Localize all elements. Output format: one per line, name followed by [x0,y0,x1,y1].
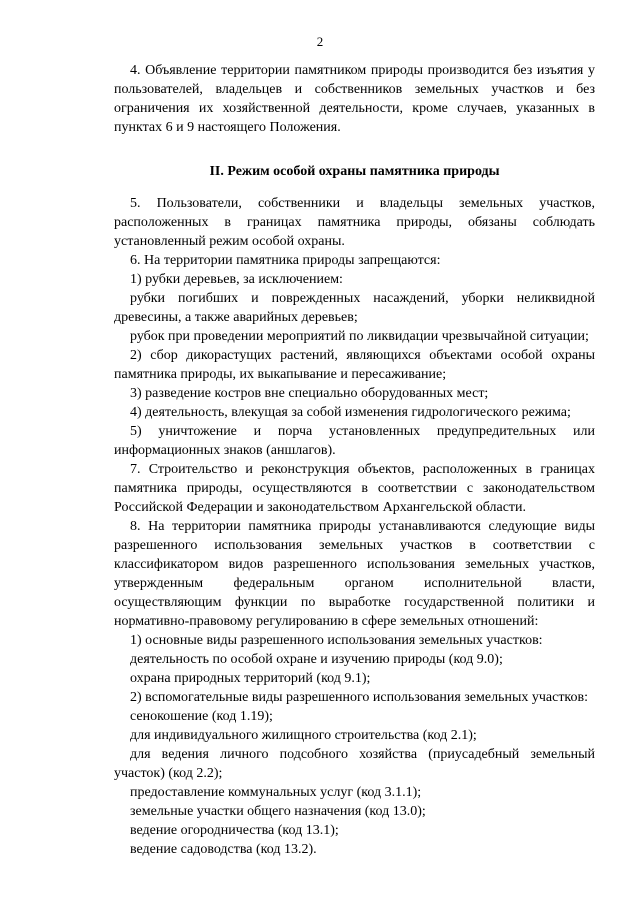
list-item: земельные участки общего назначения (код 13.0); [130,804,426,819]
paragraph-6: 6. На территории памятника природы запрещаются: [130,253,441,268]
list-item: предоставление коммунальных услуг (код 3.1.1); [130,785,422,800]
list-item: 2) сбор дикорастущих растений, являющихся объектами особой охраны памятника природы, их выкапывание и пересаживание; [114,348,595,382]
list-item: 4) деятельность, влекущая за собой изменения гидрологического режима; [130,405,571,420]
list-item: деятельность по особой охране и изучению природы (код 9.0); [130,652,503,667]
list-item: для ведения личного подсобного хозяйства (приусадебный земельный участок) (код 2.2); [114,747,595,781]
list-item: 3) разведение костров вне специально оборудованных мест; [130,386,489,401]
list-item: ведение садоводства (код 13.2). [130,842,317,857]
list-item: ведение огородничества (код 13.1); [130,823,339,838]
list-item: 5) уничтожение и порча установленных предупредительных или информационных знаков (аншлагов). [114,424,595,458]
list-item: рубки погибших и поврежденных насаждений, уборки неликвидной древесины, а также аварийных деревьев; [114,291,595,325]
list-item: 1) рубки деревьев, за исключением: [130,272,343,287]
paragraph-4: 4. Объявление территории памятником природы производится без изъятия у пользователей, владельцев и собственников земельных участков и без ограничения их хозяйственной деятельности, кроме случаев, указанных в пунктах 6 и 9 настоящего Положения. [114,63,595,135]
list-item: сенокошение (код 1.19); [130,709,273,724]
paragraph-7: 7. Строительство и реконструкция объектов, расположенных в границах памятника природы, осуществляются в соответствии с законодательством Российской Федерации и законодательством Архангельской области. [114,462,595,515]
paragraph-8: 8. На территории памятника природы устанавливаются следующие виды разрешенного использования земельных участков в соответствии с классификатором видов разрешенного использования земельных участков, утвержденным федеральным органом исполнительной власти, осуществляющим функции по выработке государственной политики и нормативно-правовому регулированию в сфере земельных отношений: [114,519,595,629]
page-number: 2 [316,34,324,49]
list-item: 2) вспомогательные виды разрешенного использования земельных участков: [130,690,589,705]
list-item: для индивидуального жилищного строительства (код 2.1); [130,728,477,743]
paragraph-5: 5. Пользователи, собственники и владельцы земельных участков, расположенных в границах памятника природы, обязаны соблюдать установленный режим особой охраны. [114,196,595,249]
section-heading: II. Режим особой охраны памятника природы [209,164,500,179]
list-item: 1) основные виды разрешенного использования земельных участков: [130,633,543,648]
list-item: охрана природных территорий (код 9.1); [130,671,371,686]
list-item: рубок при проведении мероприятий по ликвидации чрезвычайной ситуации; [130,329,589,344]
document-body [114,61,595,859]
